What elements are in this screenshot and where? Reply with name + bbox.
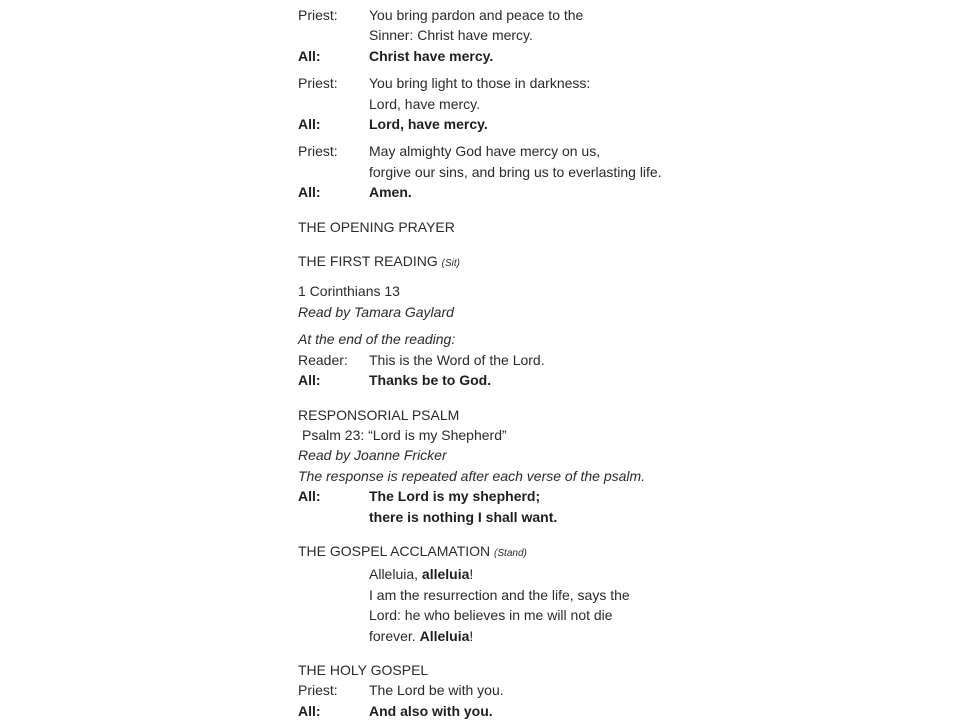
- posture-note: (Sit): [441, 258, 460, 270]
- all-line: [298, 46, 718, 66]
- speaker-label: Priest:: [298, 75, 338, 92]
- all-line: [298, 701, 718, 721]
- section-heading: THE HOLY GOSPEL: [298, 661, 429, 678]
- response-text: The Lord is my shepherd; there is nothing I shall want.: [369, 488, 558, 525]
- response-text: Lord, have mercy.: [369, 116, 488, 133]
- priest-line: [298, 141, 718, 182]
- reader-text: This is the Word of the Lord.: [369, 351, 545, 368]
- posture-note: (Stand): [494, 547, 527, 559]
- speaker-label: All:: [298, 184, 321, 201]
- priest-line: [298, 5, 718, 46]
- priest-line: [298, 680, 718, 700]
- all-line: [298, 182, 718, 202]
- response-text: Amen.: [369, 184, 412, 201]
- dialogue-block-2: [298, 73, 718, 134]
- speaker-label: All:: [298, 488, 321, 505]
- reading-citation: 1 Corinthians 13: [298, 283, 400, 300]
- liturgy-column: [298, 0, 718, 721]
- section-heading-opening-prayer: THE OPENING PRAYER: [298, 218, 455, 235]
- reader-credit: Read by Tamara Gaylard: [298, 303, 454, 320]
- acclamation-text: Alleluia, alleluia! I am the resurrection and the life, says the Lord: he who believes in me will not die forever. Alleluia!: [369, 566, 630, 644]
- speaker-label: All:: [298, 47, 321, 64]
- priest-text: May almighty God have mercy on us, forgive our sins, and bring us to everlasting life.: [369, 143, 662, 180]
- reading-details: [298, 281, 718, 322]
- reader-credit: Read by Joanne Fricker: [298, 447, 447, 464]
- section-heading: THE FIRST READING (Sit): [298, 253, 460, 270]
- speaker-label: All:: [298, 116, 321, 133]
- speaker-label: All:: [298, 372, 321, 389]
- response-text: Thanks be to God.: [369, 372, 492, 389]
- priest-text: You bring light to those in darkness: Lord, have mercy.: [369, 75, 591, 112]
- psalm-citation: Psalm 23: “Lord is my Shepherd”: [302, 426, 507, 443]
- speaker-label: All:: [298, 702, 321, 719]
- priest-line: [298, 73, 718, 114]
- section-heading: RESPONSORIAL PSALM: [298, 406, 460, 423]
- section-first-reading: [298, 251, 718, 274]
- response-text: Christ have mercy.: [369, 47, 494, 64]
- dialogue-block-1: [298, 5, 718, 66]
- reader-line: [298, 350, 718, 370]
- all-line: [298, 486, 718, 527]
- section-psalm: [298, 405, 718, 527]
- section-heading: THE GOSPEL ACCLAMATION (Stand): [298, 542, 527, 559]
- dialogue-block-3: [298, 141, 718, 202]
- speaker-label: Priest:: [298, 143, 338, 160]
- priest-text: The Lord be with you.: [369, 682, 504, 699]
- speaker-label: Priest:: [298, 7, 338, 23]
- all-line: [298, 114, 718, 134]
- section-holy-gospel: [298, 660, 718, 721]
- response-text: And also with you.: [369, 702, 493, 719]
- speaker-label: Reader:: [298, 351, 348, 368]
- speaker-label: Priest:: [298, 682, 338, 699]
- all-line: [298, 370, 718, 390]
- section-gospel-acclamation: [298, 541, 718, 646]
- rubric-text: The response is repeated after each verse of the psalm.: [298, 467, 646, 484]
- rubric-text: At the end of the reading:: [298, 331, 456, 348]
- priest-text: You bring pardon and peace to the Sinner: Christ have mercy.: [369, 7, 584, 44]
- reading-ending: [298, 329, 718, 390]
